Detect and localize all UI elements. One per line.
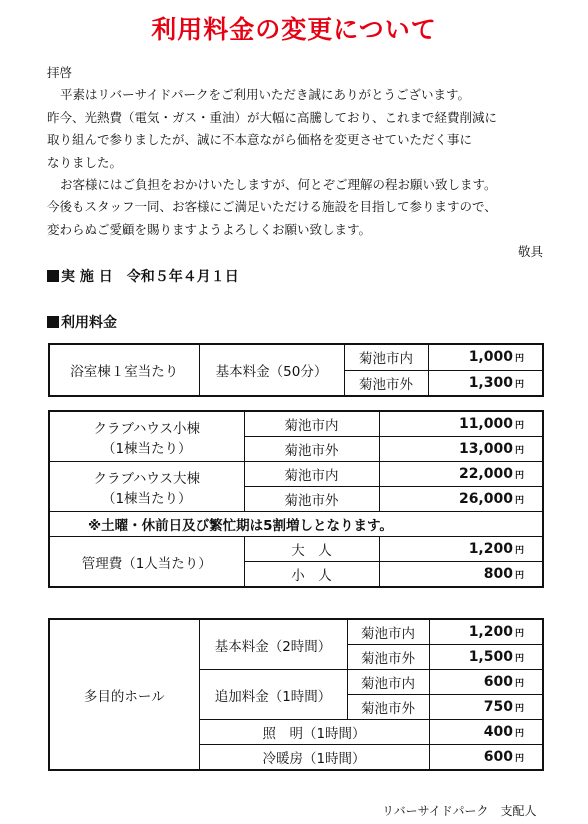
implementation-date-section [47, 266, 239, 286]
price-value: 1,500 [468, 649, 513, 665]
plan-name: 基本料金（50分） [199, 344, 344, 396]
yen-unit: 円 [514, 354, 524, 365]
price-cell [429, 645, 543, 670]
table-row [49, 512, 543, 537]
table-row [49, 537, 543, 562]
price-value: 400 [483, 724, 513, 740]
table-row [49, 344, 543, 370]
price-cell [429, 695, 543, 720]
letter-line: 今後もスタッフ一同、お客様にご満足いただける施設を目指して参りますので、 [47, 199, 497, 215]
area-cell: 菊池市外 [347, 645, 429, 670]
area-cell: 菊池市外 [244, 487, 379, 512]
yen-unit: 円 [514, 729, 524, 739]
price-cell [379, 487, 543, 512]
price-value: 1,000 [468, 349, 513, 366]
yen-unit: 円 [514, 471, 524, 481]
yen-unit: 円 [514, 654, 524, 664]
page-title: 利用料金の変更について [151, 15, 437, 44]
yen-unit: 円 [514, 421, 524, 431]
facility-unit-line: （1棟当たり） [101, 440, 192, 457]
yen-unit: 円 [514, 379, 524, 390]
price-cell [429, 720, 543, 745]
price-value: 1,300 [468, 374, 513, 391]
price-value: 600 [483, 749, 513, 765]
facility-name: 浴室棟１室当たり [49, 344, 199, 396]
yen-unit: 円 [514, 571, 524, 581]
person-type-cell: 小 人 [244, 562, 379, 588]
yen-unit: 円 [514, 754, 524, 764]
letter-line: お客様にはご負担をおかけいたしますが、何とぞご理解の程お願い致します。 [60, 177, 497, 193]
implementation-date: 令和５年４月１日 [126, 269, 239, 285]
price-cell [379, 462, 543, 487]
facility-name [49, 462, 244, 512]
price-value: 22,000 [458, 466, 513, 482]
facility-name-line: クラブハウス大棟 [93, 470, 200, 487]
price-cell [429, 619, 543, 645]
facility-name [49, 411, 244, 462]
table-row [49, 619, 543, 645]
square-bullet-icon [47, 270, 59, 282]
price-cell [379, 562, 543, 588]
price-value: 26,000 [458, 491, 513, 507]
clubhouse-fee-table [48, 410, 544, 588]
price-value: 11,000 [458, 416, 513, 432]
table-row [49, 462, 543, 487]
letter-opening: 拝啓 [47, 65, 73, 80]
area-cell: 菊池市内 [244, 411, 379, 437]
fees-heading [47, 312, 117, 332]
area-cell: 菊池市内 [344, 344, 428, 370]
price-value: 800 [483, 566, 513, 582]
plan-name: 追加料金（1時間） [199, 670, 347, 720]
area-cell: 菊池市内 [347, 619, 429, 645]
area-cell: 菊池市内 [347, 670, 429, 695]
price-value: 1,200 [468, 541, 513, 557]
price-cell [379, 411, 543, 437]
yen-unit: 円 [514, 679, 524, 689]
surcharge-note: ※土曜・休前日及び繁忙期は5割増しとなります。 [49, 512, 543, 537]
letter-line: なりました。 [47, 154, 123, 170]
price-cell [429, 745, 543, 771]
person-type-cell: 大 人 [244, 537, 379, 562]
letter-line: 昨今、光熱費（電気・ガス・重油）が大幅に高騰しており、これまで経費削減に [47, 109, 498, 125]
price-value: 1,200 [468, 624, 513, 640]
facility-name: 多目的ホール [49, 619, 199, 770]
price-value: 750 [483, 699, 513, 715]
price-cell [379, 537, 543, 562]
plan-name: 照 明（1時間） [199, 720, 429, 745]
yen-unit: 円 [514, 546, 524, 556]
letter-line: 取り組んで参りましたが、誠に不本意ながら価格を変更させていただく事に [47, 132, 473, 148]
price-cell [428, 344, 543, 370]
area-cell: 菊池市外 [347, 695, 429, 720]
letter-closing: 敬具 [517, 244, 543, 260]
price-value: 13,000 [458, 441, 513, 457]
area-cell: 菊池市内 [244, 462, 379, 487]
yen-unit: 円 [514, 629, 524, 639]
yen-unit: 円 [514, 496, 524, 506]
yen-unit: 円 [514, 704, 524, 714]
management-fee-label: 管理費（1人当たり） [49, 537, 244, 588]
facility-unit-line: （1棟当たり） [101, 490, 192, 507]
price-cell [428, 370, 543, 396]
yen-unit: 円 [514, 446, 524, 456]
fees-heading-text: 利用料金 [61, 315, 117, 331]
price-value: 600 [483, 674, 513, 690]
hall-fee-table [48, 618, 544, 771]
square-bullet-icon [47, 316, 59, 328]
letter-line: 平素はリバーサイドパークをご利用いただき誠にありがとうございます。 [60, 87, 471, 103]
bathhouse-fee-table [48, 343, 544, 397]
price-cell [429, 670, 543, 695]
facility-name-line: クラブハウス小棟 [93, 420, 200, 437]
signature-line: リバーサイドパーク 支配人 [382, 804, 537, 818]
plan-name: 冷暖房（1時間） [199, 745, 429, 771]
area-cell: 菊池市外 [244, 437, 379, 462]
table-row [49, 411, 543, 437]
letter-line: 変わらぬご愛顧を賜りますようよろしくお願い致します。 [47, 221, 372, 237]
plan-name: 基本料金（2時間） [199, 619, 347, 670]
implementation-label: 実 施 日 [61, 269, 113, 285]
area-cell: 菊池市外 [344, 370, 428, 396]
price-cell [379, 437, 543, 462]
letter-body [47, 62, 547, 264]
